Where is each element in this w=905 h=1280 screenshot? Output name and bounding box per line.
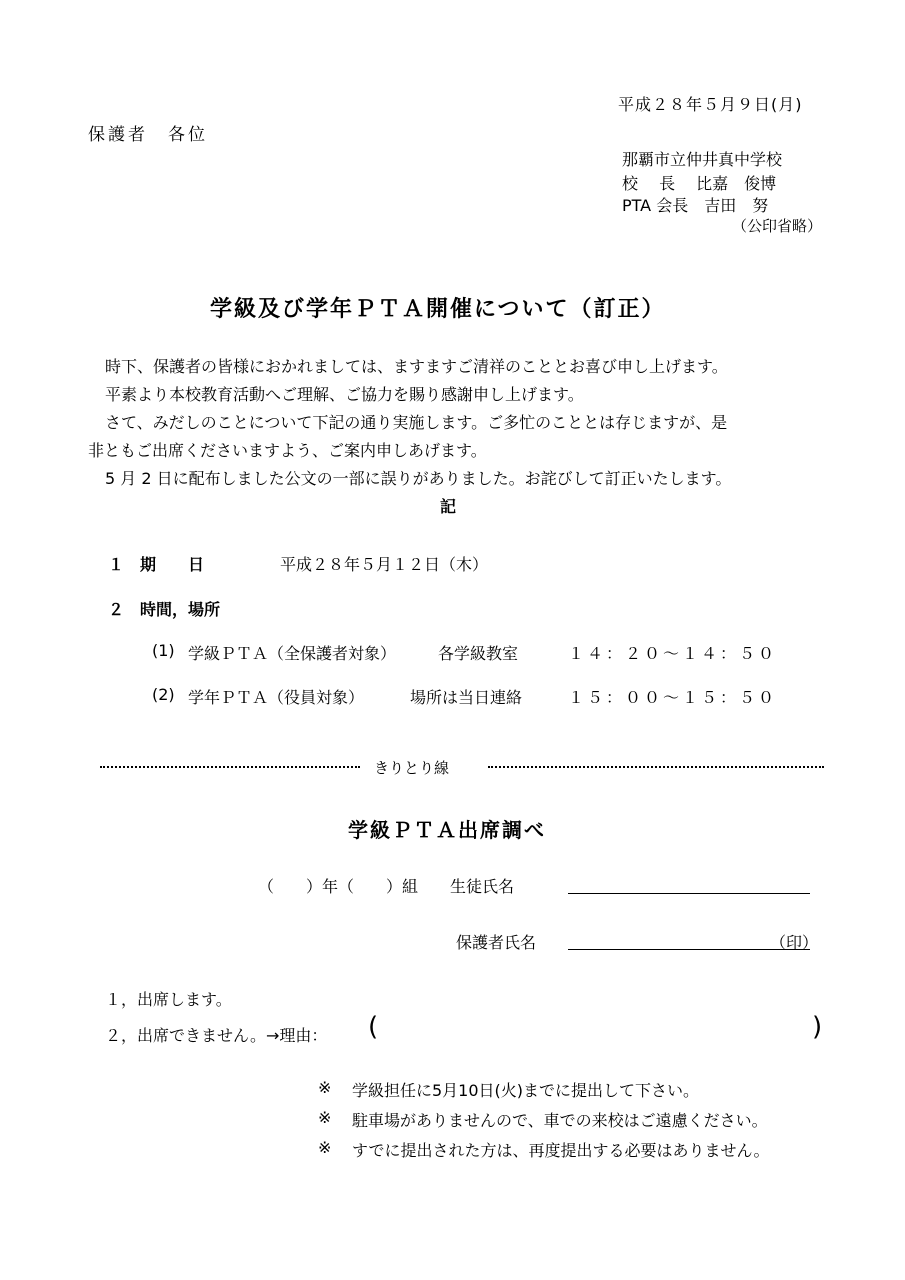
guardian-label: 保護者氏名 — [456, 933, 537, 952]
reason-paren-close: ) — [812, 1012, 823, 1042]
session-place: 各学級教室 — [438, 644, 519, 663]
principal-name: 校 長 比嘉 俊博 — [622, 174, 777, 193]
session-time: １４：２０～１４：５０ — [568, 644, 778, 663]
session-number: (1) — [152, 641, 175, 660]
student-name-line[interactable] — [568, 893, 810, 894]
option-attend[interactable]: １，出席します。 — [105, 990, 232, 1009]
note-text: すでに提出された方は、再度提出する必要はありません。 — [352, 1141, 770, 1160]
note-mark: ※ — [318, 1138, 332, 1157]
session-number: (2) — [152, 685, 175, 704]
note-mark: ※ — [318, 1078, 332, 1097]
document-date: 平成２８年５月９日(月) — [618, 95, 803, 114]
cutline-right — [488, 766, 824, 768]
body-line: 5 月 2 日に配布しました公文の一部に誤りがありました。お詫びして訂正いたします。 — [105, 469, 732, 488]
session-time: １５：００～１５：５０ — [568, 688, 778, 707]
session-place: 場所は当日連絡 — [410, 688, 523, 707]
session-name: 学年ＰＴＡ（役員対象） — [188, 688, 365, 707]
body-line: さて、みだしのことについて下記の通り実施します。ご多忙のこととは存じますが、是 — [105, 413, 728, 432]
body-line: 時下、保護者の皆様におかれましては、ますますご清祥のこととお喜び申し上げます。 — [105, 357, 728, 376]
form-title: 学級ＰＴＡ出席調べ — [348, 818, 546, 842]
session-name: 学級ＰＴＡ（全保護者対象） — [188, 644, 397, 663]
ki-heading: 記 — [440, 497, 457, 516]
pta-president-name: PTA 会長 吉田 努 — [622, 196, 769, 215]
seal-omitted-note: （公印省略） — [732, 217, 823, 235]
note-text: 学級担任に5月10日(火)までに提出して下さい。 — [352, 1081, 700, 1100]
class-line: （ ）年（ ）組 生徒氏名 — [258, 877, 515, 896]
option-absent[interactable]: ２，出席できません。→理由： — [105, 1026, 328, 1045]
cutline-left — [100, 766, 360, 768]
note-mark: ※ — [318, 1108, 332, 1127]
item-date-label: １ 期 日 — [108, 555, 205, 574]
body-line: 非ともご出席くださいますよう、ご案内申しあげます。 — [88, 441, 487, 460]
seal-mark: （印） — [770, 933, 819, 952]
reason-paren-open: ( — [368, 1012, 379, 1042]
item-date-value: 平成２８年５月１２日（木） — [280, 555, 489, 574]
cutline-label: きりとり線 — [374, 759, 450, 777]
note-text: 駐車場がありませんので、車での来校はご遠慮ください。 — [352, 1111, 768, 1130]
document-title: 学級及び学年ＰＴＡ開催について（訂正） — [210, 297, 666, 322]
addressee: 保護者 各位 — [88, 125, 208, 145]
body-line: 平素より本校教育活動へご理解、ご協力を賜り感謝申し上げます。 — [105, 385, 584, 404]
school-name: 那覇市立仲井真中学校 — [622, 150, 783, 169]
item-time-place-label: ２ 時間，場所 — [108, 600, 221, 619]
